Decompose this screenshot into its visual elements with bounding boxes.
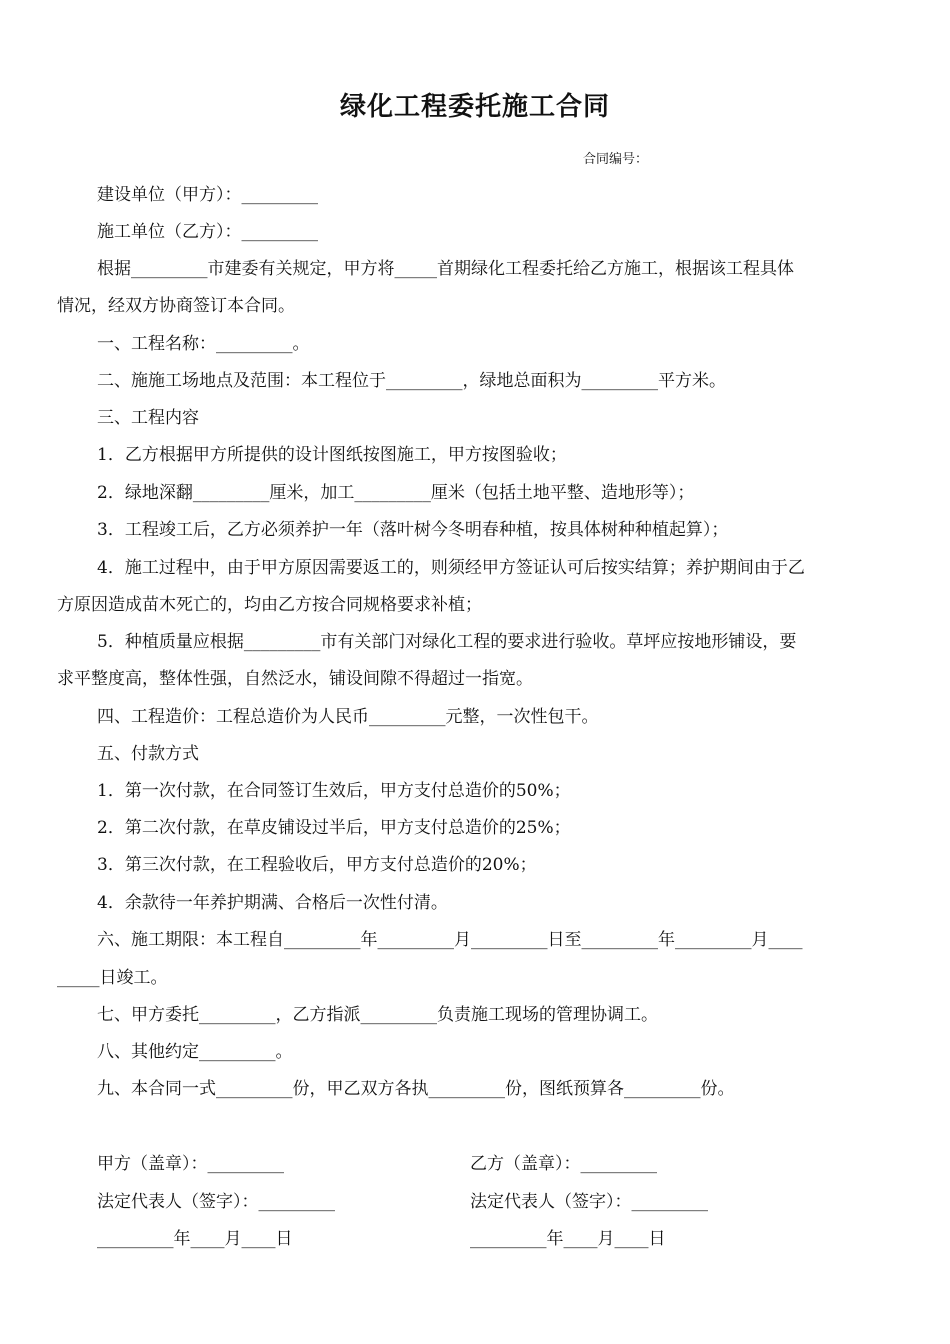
- clause-3-heading: 三、工程内容: [97, 408, 199, 428]
- clause-3-item-5-line-1: 5．种植质量应根据_________市有关部门对绿化工程的要求进行验收。草坪应按地形铺设，要: [97, 632, 797, 652]
- clause-5-item-4: 4．余款待一年养护期满、合格后一次性付清。: [97, 893, 448, 913]
- clause-1-project-name: 一、工程名称：_________。: [97, 334, 310, 354]
- preamble-line-2: 情况，经双方协商签订本合同。: [57, 296, 295, 316]
- clause-3-item-2: 2．绿地深翻_________厘米，加工_________厘米（包括土地平整、造地形等）；: [97, 483, 695, 503]
- party-a-representative: 法定代表人（签字）：_________: [97, 1192, 335, 1212]
- clause-3-item-4-line-1: 4．施工过程中，由于甲方原因需要返工的，则须经甲方签证认可后按实结算；养护期间由于乙: [97, 558, 805, 578]
- clause-2-site: 二、施施工场地点及范围：本工程位于_________，绿地总面积为_________平方米。: [97, 371, 726, 391]
- clause-3-item-5-line-2: 求平整度高，整体性强，自然泛水，铺设间隙不得超过一指宽。: [57, 669, 533, 689]
- clause-3-item-4-line-2: 方原因造成苗木死亡的，均由乙方按合同规格要求补植；: [57, 595, 482, 615]
- clause-6-period-line-1: 六、施工期限：本工程自_________年_________月_________日至_________年_________月____: [97, 930, 803, 950]
- party-b-date: _________年____月____日: [470, 1229, 666, 1249]
- clause-4-price: 四、工程造价：工程总造价为人民币_________元整，一次性包干。: [97, 707, 599, 727]
- clause-6-period-line-2: _____日竣工。: [57, 968, 168, 988]
- clause-8-other: 八、其他约定_________。: [97, 1042, 293, 1062]
- clause-5-item-3: 3．第三次付款，在工程验收后，甲方支付总造价的20%；: [97, 855, 537, 875]
- clause-9-copies: 九、本合同一式_________份，甲乙双方各执_________份，图纸预算各_________份。: [97, 1079, 735, 1099]
- clause-5-heading: 五、付款方式: [97, 744, 199, 764]
- party-b-line: 施工单位（乙方）：_________: [97, 222, 318, 242]
- party-a-seal: 甲方（盖章）：_________: [97, 1154, 284, 1174]
- clause-3-item-3: 3．工程竣工后，乙方必须养护一年（落叶树今冬明春种植，按具体树种种植起算）；: [97, 520, 729, 540]
- document-title: 绿化工程委托施工合同: [339, 92, 610, 122]
- clause-7-delegation: 七、甲方委托_________，乙方指派_________负责施工现场的管理协调工。: [97, 1005, 658, 1025]
- clause-3-item-1: 1．乙方根据甲方所提供的设计图纸按图施工，甲方按图验收；: [97, 445, 567, 465]
- party-a-line: 建设单位（甲方）：_________: [97, 185, 318, 205]
- party-a-date: _________年____月____日: [97, 1229, 293, 1249]
- preamble-line-1: 根据_________市建委有关规定，甲方将_____首期绿化工程委托给乙方施工，根据该工程具体: [97, 259, 794, 279]
- clause-5-item-1: 1．第一次付款，在合同签订生效后，甲方支付总造价的50%；: [97, 781, 571, 801]
- contract-number-label: 合同编号：: [583, 152, 649, 167]
- clause-5-item-2: 2．第二次付款，在草皮铺设过半后，甲方支付总造价的25%；: [97, 818, 571, 838]
- party-b-representative: 法定代表人（签字）：_________: [470, 1192, 708, 1212]
- party-b-seal: 乙方（盖章）：_________: [470, 1154, 657, 1174]
